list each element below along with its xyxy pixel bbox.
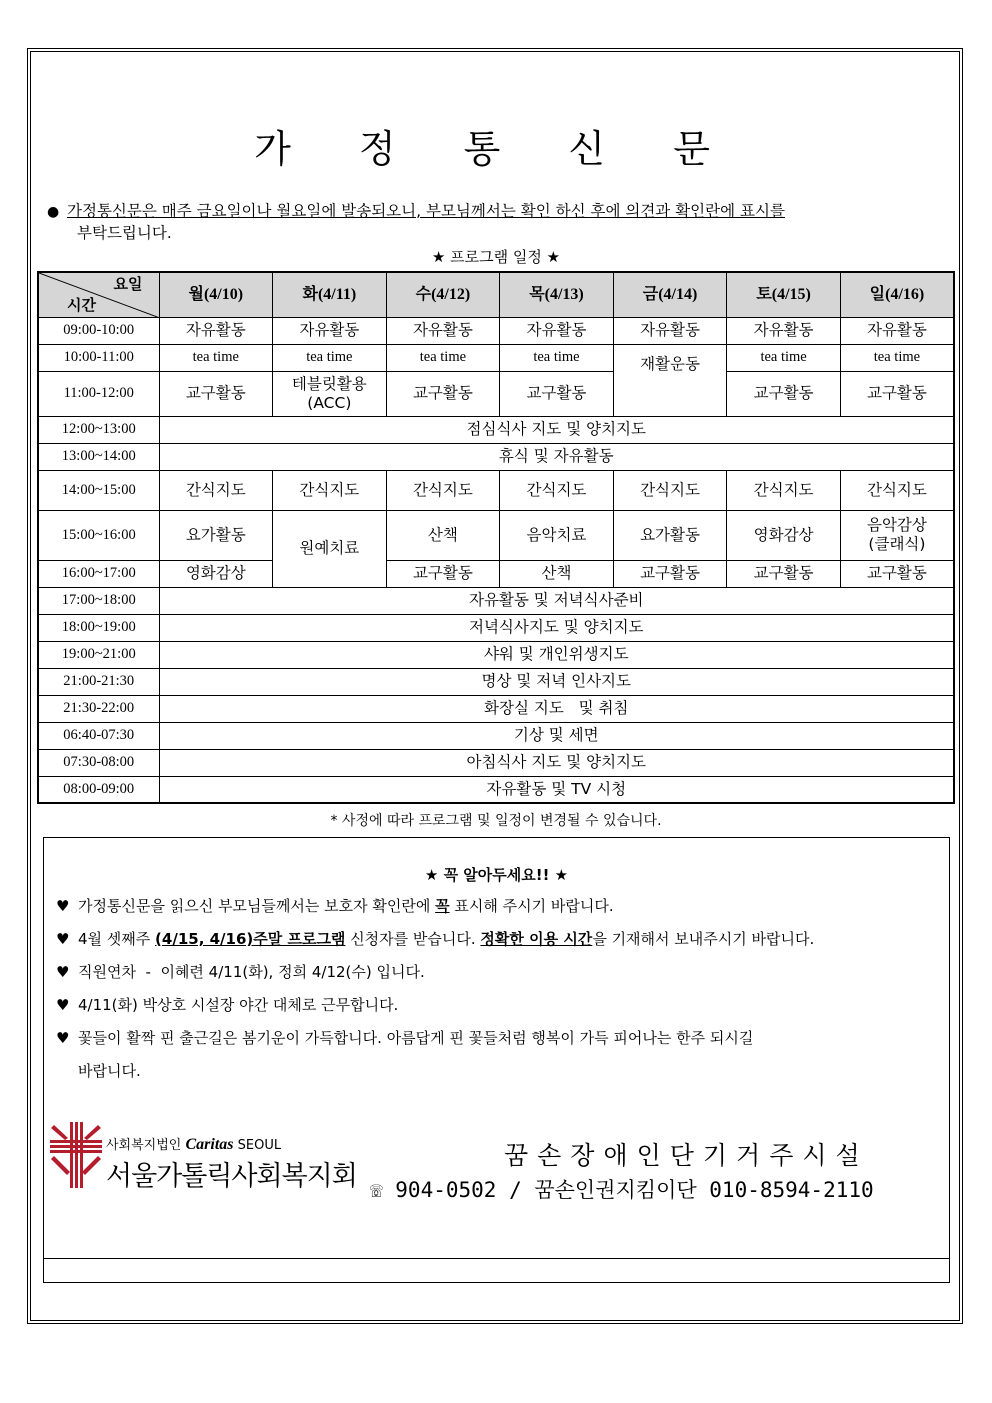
schedule-cell: 명상 및 저녁 인사지도 [159,668,954,695]
time-cell: 21:00-21:30 [38,668,159,695]
notice-line-2: 부탁드립니다. [77,224,172,242]
schedule-cell: 간식지도 [273,470,387,510]
schedule-cell: 자유활동 [386,317,500,344]
schedule-cell: 영화감상 [159,560,273,587]
table-row [38,614,954,641]
schedule-cell: 자유활동 및 TV 시청 [159,776,954,803]
schedule-cell: 간식지도 [386,470,500,510]
schedule-table [37,271,955,804]
schedule-cell: 간식지도 [500,470,614,510]
time-cell: 18:00~19:00 [38,614,159,641]
notice-bullets [56,890,936,1088]
schedule-cell: 자유활동 [727,317,841,344]
caritas-logo [50,1120,357,1210]
table-row [38,641,954,668]
list-item [56,956,936,989]
cell-line: (클래식) [868,535,926,553]
heart-icon: ♥ [56,897,70,915]
schedule-cell: 샤워 및 개인위생지도 [159,641,954,668]
bullet-emphasis: 정확한 이용 시간 [480,930,593,948]
table-row [38,749,954,776]
facility-name: 꿈손장애인단기거주시설 [504,1141,869,1170]
schedule-cell: 자유활동 [273,317,387,344]
schedule-cell: 자유활동 [159,317,273,344]
time-cell: 12:00~13:00 [38,416,159,443]
cell-line: (ACC) [307,393,352,412]
cell-line: 음악감상 [866,516,927,534]
bullet-emphasis: (4/15, 4/16)주말 프로그램 [155,930,346,948]
table-row [38,416,954,443]
table-row [38,668,954,695]
bullet-text: 꽃들이 활짝 핀 출근길은 봄기운이 가득합니다. 아름답게 핀 꽃들처럼 행복이 가득 피어나는 한주 되시길 [78,1029,754,1047]
schedule-cell: 교구활동 [159,371,273,416]
bullet-text: 4/11(화) 박상호 시설장 야간 대체로 근무합니다. [78,996,399,1014]
schedule-cell: 산책 [500,560,614,587]
day-header: 월(4/10) [159,272,273,317]
notice-box [43,837,950,1283]
schedule-cell: 점심식사 지도 및 양치지도 [159,416,954,443]
notice-box-heading: ★ 꼭 알아두세요!! ★ [424,866,569,884]
bullet-emphasis: 꼭 [435,897,450,915]
schedule-cell: 재활운동 [613,344,727,416]
bullet-text: 표시해 주시기 바랍니다. [449,897,614,915]
list-item [56,1022,936,1055]
table-row [38,510,954,560]
day-header: 토(4/15) [727,272,841,317]
schedule-cell: 교구활동 [727,560,841,587]
cell-line: 테블릿활용 [291,374,367,393]
time-cell: 13:00~14:00 [38,443,159,470]
time-cell: 08:00-09:00 [38,776,159,803]
heart-icon: ♥ [56,996,70,1014]
heart-icon: ♥ [56,963,70,981]
schedule-title: ★ 프로그램 일정 ★ [431,248,561,266]
day-header: 일(4/16) [840,272,954,317]
schedule-note: * 사정에 따라 프로그램 및 일정이 변경될 수 있습니다. [330,813,662,829]
table-row [38,695,954,722]
schedule-cell: 교구활동 [613,560,727,587]
list-item [56,890,936,923]
logo-sub-text: 사회복지법인 [106,1138,186,1153]
day-header: 목(4/13) [500,272,614,317]
schedule-cell: 원예치료 [273,510,387,587]
table-row [38,371,954,416]
bullet-continuation: 바랍니다. [78,1062,141,1080]
schedule-cell: 요가활동 [159,510,273,560]
table-row [38,344,954,371]
caritas-cross-icon [50,1122,102,1188]
schedule-cell: 교구활동 [386,560,500,587]
schedule-cell: 간식지도 [727,470,841,510]
apple-icon: ● [47,204,60,220]
table-row [38,587,954,614]
table-row [38,443,954,470]
schedule-cell: 저녁식사지도 및 양치지도 [159,614,954,641]
table-row [38,722,954,749]
schedule-cell: 간식지도 [840,470,954,510]
time-cell: 15:00~16:00 [38,510,159,560]
heart-icon: ♥ [56,930,70,948]
schedule-cell: 교구활동 [727,371,841,416]
heart-icon: ♥ [56,1029,70,1047]
logo-subtitle [106,1134,281,1154]
box-divider [44,1258,949,1259]
schedule-cell: tea time [840,344,954,371]
bullet-text: 직원연차 - 이혜련 4/11(화), 정희 4/12(수) 입니다. [78,963,425,981]
table-row [38,317,954,344]
list-item [56,923,936,956]
time-cell: 06:40-07:30 [38,722,159,749]
schedule-cell: tea time [386,344,500,371]
logo-caritas: Caritas [185,1136,234,1153]
schedule-cell: 자유활동 및 저녁식사준비 [159,587,954,614]
table-row [38,776,954,803]
bullet-text: 을 기재해서 보내주시기 바랍니다. [592,930,815,948]
day-header: 금(4/14) [613,272,727,317]
schedule-cell: 교구활동 [840,560,954,587]
schedule-cell: 교구활동 [500,371,614,416]
bullet-text: 가정통신문을 읽으신 부모님들께서는 보호자 확인란에 [78,897,436,915]
table-row [38,560,954,587]
schedule-cell: 음악치료 [500,510,614,560]
time-cell: 11:00-12:00 [38,371,159,416]
list-item [56,989,936,1022]
page-title: 가 정 통 신 문 [254,127,738,171]
bullet-text: 4월 셋째주 [78,930,156,948]
time-cell: 09:00-10:00 [38,317,159,344]
notice-line-1: 가정통신문은 매주 금요일이나 월요일에 발송되오니, 부모님께서는 확인 하신 후에 의견과 확인란에 표시를 [67,202,785,220]
time-cell: 10:00-11:00 [38,344,159,371]
time-cell: 21:30-22:00 [38,695,159,722]
schedule-cell: 자유활동 [613,317,727,344]
logo-seoul: SEOUL [233,1138,282,1153]
corner-cell [38,272,159,317]
schedule-cell: 간식지도 [613,470,727,510]
schedule-cell: 휴식 및 자유활동 [159,443,954,470]
corner-time-label: 시간 [67,295,96,314]
bullet-text: 신청자를 받습니다. [345,930,481,948]
schedule-cell: 아침식사 지도 및 양치지도 [159,749,954,776]
schedule-cell: 화장실 지도 및 취침 [159,695,954,722]
time-cell: 17:00~18:00 [38,587,159,614]
schedule-cell: 요가활동 [613,510,727,560]
time-cell: 07:30-08:00 [38,749,159,776]
logo-name: 서울가톨릭사회복지회 [106,1161,357,1192]
schedule-cell: tea time [159,344,273,371]
day-header: 화(4/11) [273,272,387,317]
schedule-cell: 기상 및 세면 [159,722,954,749]
notice [47,200,927,244]
time-cell: 16:00~17:00 [38,560,159,587]
schedule-cell: tea time [727,344,841,371]
table-header-row [38,272,954,317]
schedule-cell: 자유활동 [840,317,954,344]
corner-day-label: 요일 [113,275,143,293]
time-cell: 19:00~21:00 [38,641,159,668]
time-cell: 14:00~15:00 [38,470,159,510]
schedule-cell: tea time [273,344,387,371]
schedule-cell: 산책 [386,510,500,560]
schedule-cell: 영화감상 [727,510,841,560]
schedule-cell: 교구활동 [840,371,954,416]
table-row [38,470,954,510]
day-header: 수(4/12) [386,272,500,317]
schedule-cell [840,510,954,560]
schedule-cell: 교구활동 [386,371,500,416]
schedule-cell: tea time [500,344,614,371]
schedule-cell: 간식지도 [159,470,273,510]
contact-info: ☏ 904-0502 / 꿈손인권지킴이단 010-8594-2110 [370,1178,874,1202]
schedule-cell: 자유활동 [500,317,614,344]
schedule-cell [273,371,387,416]
